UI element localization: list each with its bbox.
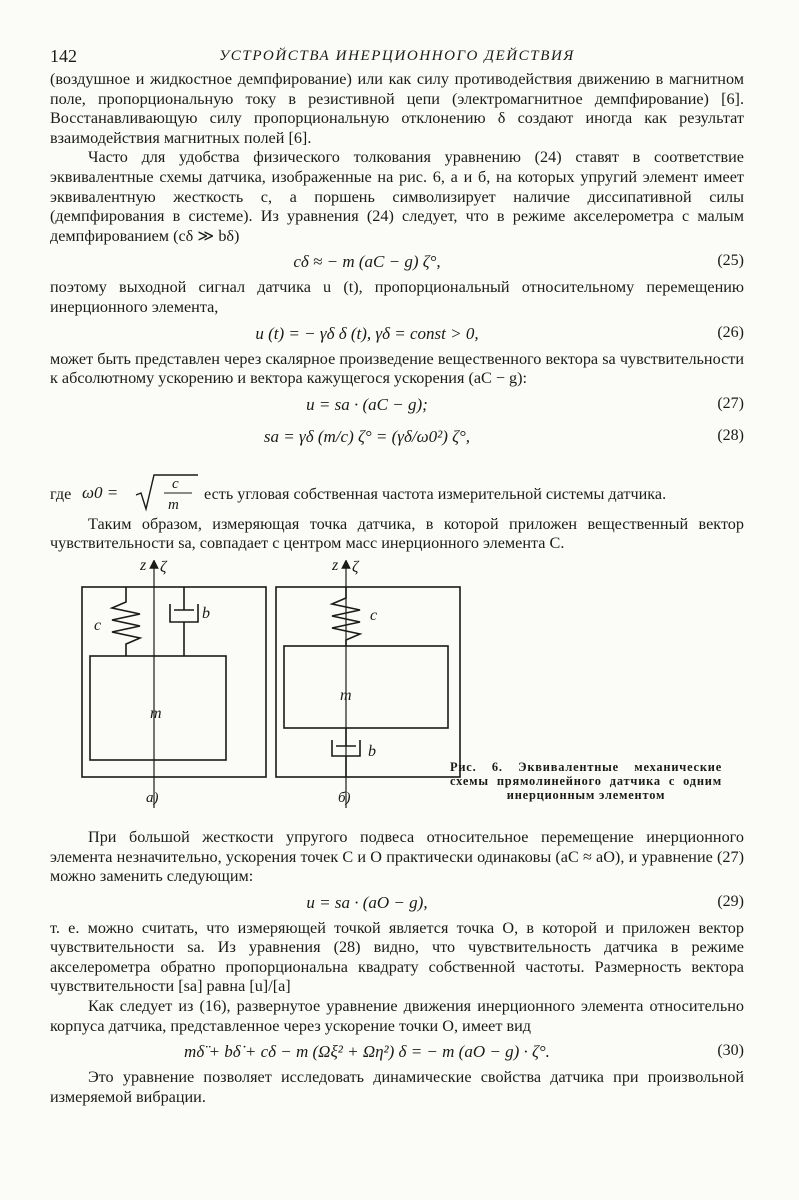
figure-6	[50, 560, 744, 828]
paragraph-7: При большой жесткости упругого подвеса относительное перемещение инерционного элемента незначительно, ускорения точек C и O практически одинаковы (aC ≈ aO), и уравнение (27) можно заменить следующим:	[50, 827, 744, 886]
equation-27-number: (27)	[717, 394, 744, 412]
equation-30	[50, 1036, 744, 1068]
equation-30-body: mδ̈ + bδ̇ + cδ − m (Ωξ² + Ωη²) δ = − m (aO − g) · ζ°.	[184, 1042, 550, 1062]
paragraph-3: поэтому выходной сигнал датчика u (t), пропорциональный относительному перемещению инерционного элемента,	[50, 278, 744, 316]
where-word: где	[50, 484, 72, 503]
left-damper-label: b	[202, 604, 210, 622]
right-mass-label: m	[340, 686, 352, 704]
page-header	[50, 40, 744, 70]
caption-title: Рис. 6.	[450, 759, 503, 774]
caption-text: Эквивалентные механические схемы прямолинейного датчика с одним инерционным элементом	[450, 759, 722, 802]
equation-30-number: (30)	[717, 1042, 744, 1060]
equation-29-body: u = sa · (aO − g),	[306, 892, 428, 912]
housing-left	[82, 587, 266, 777]
equation-27-body: u = sa · (aC − g);	[306, 394, 428, 414]
paragraph-4: может быть представлен через скалярное произведение вещественного вектора sa чувствительности к абсолютному ускорению и вектора кажущегося ускорения (aC − g):	[50, 349, 744, 388]
equation-26	[50, 318, 744, 350]
equation-28-number: (28)	[717, 426, 744, 444]
right-axis-zeta: ζ	[352, 559, 359, 576]
running-title: УСТРОЙСТВА ИНЕРЦИОННОГО ДЕЙСТВИЯ	[219, 48, 575, 64]
omega-numerator: c	[172, 475, 179, 492]
omega-formula	[80, 473, 200, 513]
paragraph-9: Как следует из (16), развернутое уравнение движения инерционного элемента относительно корпуса датчика, представленное через ускорение точки O, имеет вид	[50, 997, 744, 1035]
right-axis-z: z	[332, 559, 339, 574]
omega-lhs: ω0 =	[82, 482, 119, 502]
omega-denominator: m	[168, 496, 179, 513]
left-axis-z: z	[140, 559, 147, 574]
equation-26-body: u (t) = − γδ δ (t), γδ = const > 0,	[255, 323, 479, 343]
equation-26-number: (26)	[717, 323, 744, 341]
left-axis-zeta: ζ	[160, 559, 167, 576]
equation-25	[50, 246, 744, 278]
spring-left	[112, 587, 140, 656]
paragraph-6: Таким образом, измеряющая точка датчика, в которой приложен вещественный вектор чувствительности sa, совпадает с центром масс инерционного элемента C.	[50, 514, 744, 553]
equation-28-body: sa = γδ (m/c) ζ° = (γδ/ω0²) ζ°,	[263, 426, 471, 446]
equation-25-body: cδ ≈ − m (aC − g) ζ°,	[293, 252, 441, 272]
page-number: 142	[50, 46, 77, 66]
paragraph-8: т. е. можно считать, что измеряющей точкой является точка O, в которой и приложен вектор чувствительности sa. Из уравнения (28) видно, что чувствительность датчика в режиме акселерометра обратно пропорциональна квадрату собственной частоты. Размерность вектора чувствительности [sa] равна [u]/[a]	[50, 918, 744, 996]
sqrt-sign	[136, 475, 198, 509]
equation-29-number: (29)	[717, 892, 744, 910]
left-sublabel: а)	[146, 789, 159, 806]
where-rest: есть угловая собственная частота измерительной системы датчика.	[204, 484, 667, 503]
figure-caption	[450, 760, 722, 802]
paragraph-2: Часто для удобства физического толкования уравнению (24) ставят в соответствие эквивалентные схемы датчика, изображенные на рис. 6, а и б, на которых упругий элемент имеет эквивалентную жесткость c, а поршень символизирует наличие диссипативной силы (демпфирования в системе). Из уравнения (24) следует, что в режиме акселерометра с малым демпфированием (cδ ≫ bδ)	[50, 148, 744, 245]
left-mass-label: m	[150, 704, 162, 722]
schematic-right	[276, 564, 460, 808]
right-spring-label: c	[370, 606, 378, 624]
paragraph-1: (воздушное и жидкостное демпфирование) или как силу противодействия движению в магнитном поле, пропорциональную току в резистивной цепи (электромагнитное демпфирование) [6]. Восстанавливающую силу пропорциональную отклонению δ создают иногда как результат взаимодействия магнитных полей [6].	[50, 70, 744, 147]
paragraph-10: Это уравнение позволяет исследовать динамические свойства датчика при произвольной измеряемой вибрации.	[50, 1068, 744, 1106]
equation-29	[50, 887, 744, 919]
right-damper-label: b	[368, 742, 376, 760]
equation-27	[50, 389, 744, 421]
left-spring-label: c	[94, 616, 102, 634]
schematic-left	[82, 564, 266, 808]
equation-28	[50, 421, 744, 465]
page	[50, 40, 744, 1107]
mass-right	[284, 646, 448, 728]
right-sublabel: б)	[338, 789, 351, 806]
equation-25-number: (25)	[717, 252, 744, 270]
omega-definition	[50, 465, 744, 515]
